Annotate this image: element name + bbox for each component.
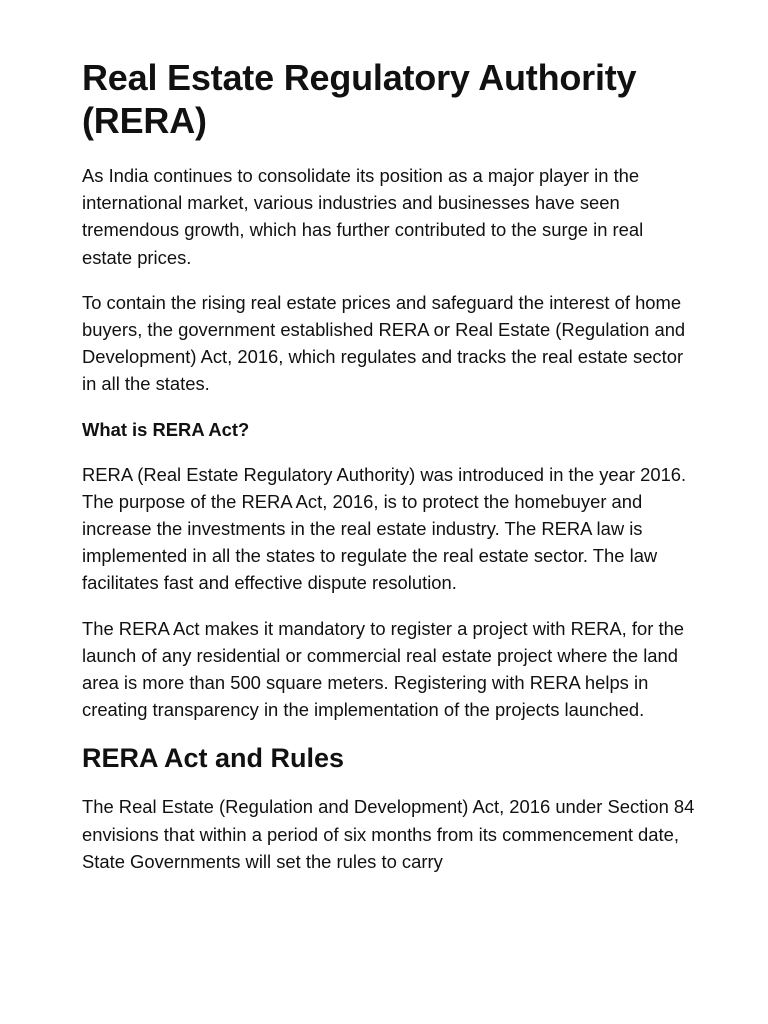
intro-paragraph-2: To contain the rising real estate prices and safeguard the interest of home buyers, the government established RERA or Real Estate (Regulation and Development) Act, 2016, which regulates and tracks the real estate sector in all the states. — [82, 291, 686, 395]
what-is-rera-paragraph-2: The RERA Act makes it mandatory to register a project with RERA, for the launch of any residential or commercial real estate project where the land area is more than 500 square meters. Registering with RERA helps in creating transparency in the implementation of the projects launched. — [82, 617, 685, 721]
rera-act-rules-paragraph-1: The Real Estate (Regulation and Development) Act, 2016 under Section 84 envisions that within a period of six months from its commencement date, State Governments will set the rules to carry — [82, 796, 695, 872]
page-title: Real Estate Regulatory Authority (RERA) — [82, 57, 637, 141]
what-is-rera-paragraph-1: RERA (Real Estate Regulatory Authority) was introduced in the year 2016. The purpose of the RERA Act, 2016, is to protect the homebuyer and increase the investments in the real estate industry. The RERA law is implemented in all the states to regulate the real estate sector. The law facilitates fast and effective dispute resolution. — [82, 463, 687, 594]
intro-paragraph-1: As India continues to consolidate its position as a major player in the international market, various industries and businesses have seen tremendous growth, which has further contributed to the surge in real estate prices. — [82, 165, 644, 268]
what-is-rera-heading: What is RERA Act? — [82, 418, 250, 440]
rera-act-rules-heading: RERA Act and Rules — [82, 743, 345, 774]
